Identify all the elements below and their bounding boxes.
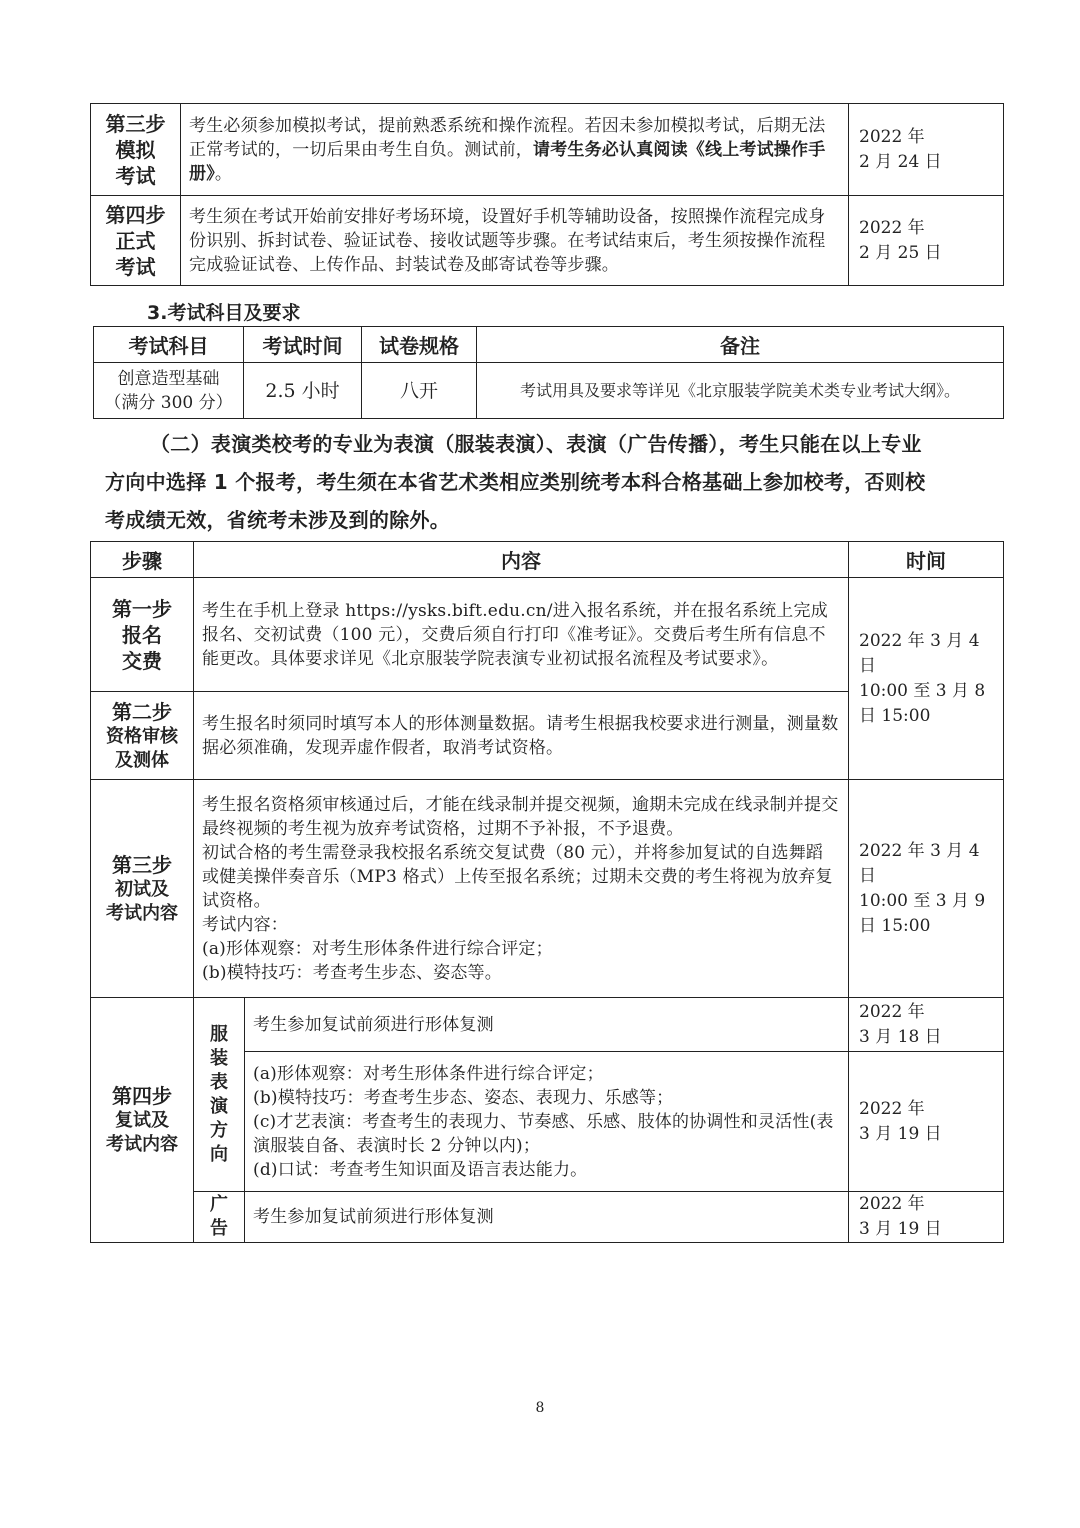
step-label: 模拟 [115, 137, 156, 162]
content-text: (d)口试：考查考生知识面及语言表达能力。 [253, 1159, 588, 1180]
table-header-row [94, 327, 1004, 363]
time-text: 2022 年 [859, 1001, 925, 1022]
step-label: 资格审核 [106, 725, 178, 747]
table-row [91, 1192, 1004, 1243]
paper-cell: 八开 [362, 363, 477, 419]
step-label: 初试及 [115, 878, 169, 900]
content-text: 初试合格的考生需登录我校报名系统交复试费（80 元），并将参加复试的自选舞蹈或健美操伴奏音乐（MP3 格式）上传至报名系统；过期未交费的考生将视为放弃复试资格。 [202, 842, 833, 911]
time-text: 日 15:00 [859, 915, 931, 936]
page-number: 8 [535, 1400, 545, 1416]
content-text: (a)形体观察：对考生形体条件进行综合评定； [253, 1063, 604, 1084]
content-text: (a)形体观察：对考生形体条件进行综合评定； [202, 938, 553, 959]
step-label: 第四步 [105, 202, 166, 227]
step-cell [91, 998, 194, 1243]
content-text: (c)才艺表演：考查考生的表现力、节奏感、乐感、肢体的协调性和灵活性(表演服装自备、表演时长 2 分钟以内)； [253, 1111, 834, 1156]
step-label: 第三步 [112, 852, 172, 877]
time-text: 2022 年 [859, 1098, 925, 1119]
paragraph-line: 考成绩无效，省统考未涉及到的除外。 [105, 508, 451, 532]
table-header-row [91, 542, 1004, 578]
content-cell [194, 780, 849, 998]
paragraph-line: 方向中选择 1 个报考，考生须在本省艺术类相应类别统考本科合格基础上参加校考，否则校 [105, 470, 926, 494]
table-row [91, 998, 1004, 1052]
time-cell [849, 780, 1004, 998]
direction-cell-fashion [194, 998, 245, 1192]
step-label: 第三步 [105, 111, 166, 136]
time-text: 10:00 至 3 月 8 [859, 680, 986, 701]
direction-char: 向 [210, 1143, 228, 1165]
step-label: 考试内容 [106, 902, 178, 924]
column-header: 内容 [194, 542, 849, 578]
column-header: 备注 [477, 327, 1004, 363]
table-row [91, 578, 1004, 692]
duration-cell: 2.5 小时 [244, 363, 362, 419]
step-label: 及测体 [115, 749, 169, 771]
time-text: 2 月 24 日 [859, 151, 942, 172]
note-cell: 考试用具及要求等详见《北京服装学院美术类专业考试大纲》。 [477, 363, 1004, 419]
content-cell: 考生参加复试前须进行形体复测 [245, 1192, 849, 1243]
content-cell: 考生在手机上登录 https://ysks.bift.edu.cn/进入报名系统，并在报名系统上完成报名、交初试费（100 元），交费后须自行打印《准考证》。交费后考生所有信息不能更改。具体要求详见《北京服装学院表演专业初试报名流程及考试要求》。 [194, 578, 849, 692]
step-label: 正式 [115, 228, 156, 253]
direction-char: 服 [210, 1023, 228, 1045]
step-label: 交费 [122, 648, 162, 673]
content-text: 考生报名资格须审核通过后，才能在线录制并提交视频，逾期未完成在线录制并提交最终视频的考生视为放弃考试资格，过期不予补报，不予退费。 [202, 794, 839, 839]
step-label: 考试 [115, 163, 156, 188]
content-bold-text: 请考生务必认真阅读《线上考试操作手册》 [189, 139, 826, 184]
time-text: 日 15:00 [859, 705, 931, 726]
time-cell [849, 998, 1004, 1052]
time-text: 10:00 至 3 月 9 [859, 890, 986, 911]
subject-text: （满分 300 分） [104, 392, 233, 413]
time-text: 2022 年 3 月 4 日 [859, 840, 980, 886]
step-label: 考试 [115, 254, 156, 279]
time-text: 3 月 19 日 [859, 1123, 942, 1144]
table-row [91, 104, 1004, 196]
subject-cell [94, 363, 244, 419]
direction-char: 告 [210, 1218, 228, 1239]
step-label: 报名 [122, 622, 162, 647]
time-cell [849, 104, 1004, 196]
direction-char: 演 [210, 1095, 228, 1117]
content-text: 。 [214, 163, 233, 184]
time-cell [849, 1192, 1004, 1243]
time-text: 3 月 18 日 [859, 1026, 942, 1047]
step-cell [91, 780, 194, 998]
direction-char: 表 [210, 1071, 228, 1093]
direction-char: 广 [210, 1194, 228, 1215]
time-text: 3 月 19 日 [859, 1219, 942, 1239]
step-cell [91, 692, 194, 780]
step-cell [91, 196, 181, 286]
time-cell [849, 1052, 1004, 1192]
section-heading: 3.考试科目及要求 [147, 302, 301, 324]
paragraph-line: （二）表演类校考的专业为表演（服装表演）、表演（广告传播），考生只能在以上专业 [150, 432, 922, 456]
content-cell: 考生参加复试前须进行形体复测 [245, 998, 849, 1052]
table-row [91, 196, 1004, 286]
time-text: 2022 年 [859, 126, 925, 147]
column-header: 考试科目 [94, 327, 244, 363]
exam-steps-table-art [90, 103, 1004, 286]
time-text: 2022 年 3 月 4 日 [859, 630, 980, 676]
step-label: 第四步 [112, 1084, 172, 1108]
direction-cell-advertising [194, 1192, 245, 1243]
step-label: 复试及 [115, 1110, 169, 1131]
column-header: 步骤 [91, 542, 194, 578]
step-cell [91, 104, 181, 196]
step-label: 第二步 [112, 699, 172, 724]
time-text: 2022 年 [859, 217, 925, 238]
direction-char: 方 [210, 1119, 228, 1141]
content-text: 考生必须参加模拟考试，提前熟悉系统和操作流程。若因未参加模拟考试，后期无法正常考试的，一切后果由考生自负。测试前， [189, 115, 826, 160]
column-header: 试卷规格 [362, 327, 477, 363]
step-cell [91, 578, 194, 692]
column-header: 考试时间 [244, 327, 362, 363]
content-cell [245, 1052, 849, 1192]
exam-subject-table [93, 326, 1004, 419]
intro-paragraph [105, 425, 985, 539]
content-text: 考试内容： [202, 914, 288, 935]
step-label: 考试内容 [106, 1134, 178, 1155]
time-text: 2 月 25 日 [859, 242, 942, 263]
table-row [91, 780, 1004, 998]
content-cell: 考生报名时须同时填写本人的形体测量数据。请考生根据我校要求进行测量，测量数据必须准确，发现弄虚作假者，取消考试资格。 [194, 692, 849, 780]
content-text: (b)模特技巧：考查考生步态、姿态、表现力、乐感等； [253, 1087, 674, 1108]
step-label: 第一步 [112, 596, 172, 621]
subject-text: 创意造型基础 [117, 368, 220, 389]
column-header: 时间 [849, 542, 1004, 578]
exam-steps-table-performance [90, 541, 1004, 1243]
time-text: 2022 年 [859, 1194, 925, 1214]
content-text: (b)模特技巧：考查考生步态、姿态等。 [202, 962, 502, 983]
content-cell: 考生须在考试开始前安排好考场环境，设置好手机等辅助设备，按照操作流程完成身份识别、拆封试卷、验证试卷、接收试题等步骤。在考试结束后，考生须按操作流程完成验证试卷、上传作品、封装试卷及邮寄试卷等步骤。 [181, 196, 849, 286]
time-cell [849, 578, 1004, 780]
time-cell [849, 196, 1004, 286]
direction-char: 装 [210, 1047, 228, 1069]
table-row [94, 363, 1004, 419]
content-cell [181, 104, 849, 196]
